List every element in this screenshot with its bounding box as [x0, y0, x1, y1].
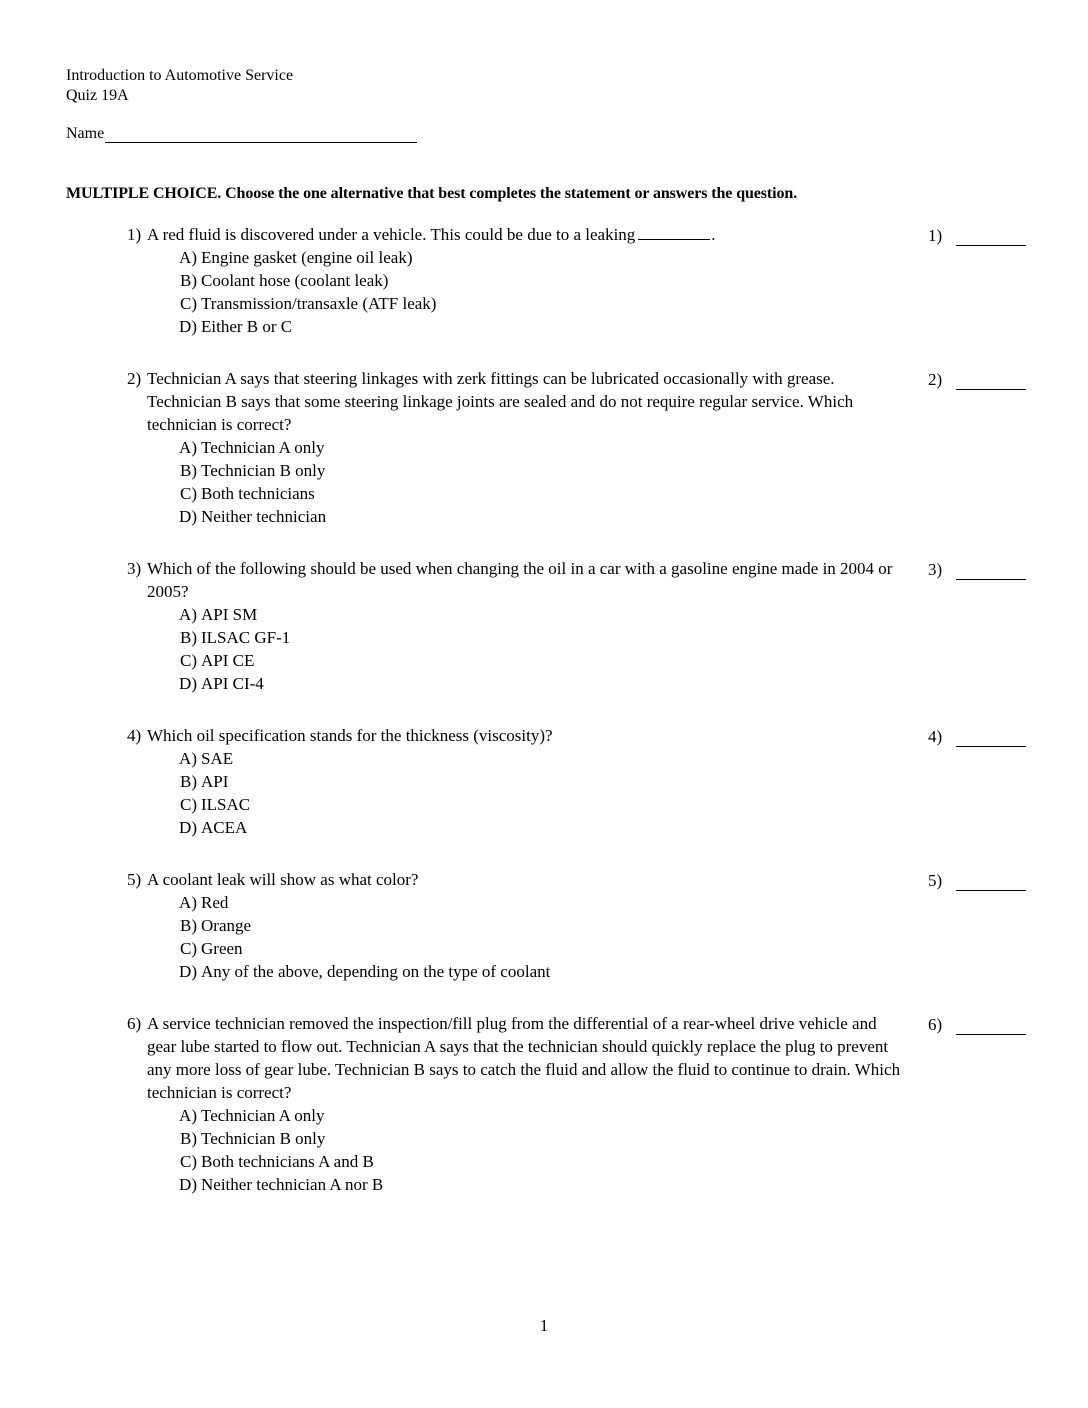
question-5 [127, 868, 907, 983]
option-c[interactable] [173, 937, 907, 960]
option-text: Engine gasket (engine oil leak) [201, 248, 413, 267]
question-number: 6) [127, 1014, 142, 1033]
option-c[interactable] [173, 292, 907, 315]
option-text: ACEA [201, 818, 248, 837]
option-c[interactable] [173, 793, 907, 816]
option-text: SAE [201, 749, 234, 768]
option-letter: B) [180, 772, 197, 791]
question-number: 3) [127, 559, 142, 578]
quiz-header [66, 66, 293, 106]
option-b[interactable] [173, 1127, 907, 1150]
question-number: 2) [127, 369, 142, 388]
option-text: Technician A only [201, 1106, 325, 1125]
question-6 [127, 1012, 907, 1196]
options-list [173, 747, 907, 839]
option-text: ILSAC GF-1 [201, 628, 291, 647]
answer-number: 4) [928, 727, 943, 746]
question-text: Which oil specification stands for the thickness (viscosity)? [147, 726, 553, 745]
answer-blank[interactable] [956, 876, 1026, 891]
option-d[interactable] [173, 315, 907, 338]
question-3 [127, 557, 907, 695]
option-a[interactable] [173, 246, 907, 269]
option-letter: B) [180, 1129, 197, 1148]
answer-number: 5) [928, 871, 943, 890]
answer-slot-3 [928, 560, 1026, 580]
name-field[interactable] [105, 124, 417, 143]
quiz-title: Quiz 19A [66, 87, 129, 104]
question-stem [127, 367, 907, 436]
answer-blank[interactable] [956, 375, 1026, 390]
option-text: ILSAC [201, 795, 251, 814]
question-2 [127, 367, 907, 528]
option-d[interactable] [173, 672, 907, 695]
option-a[interactable] [173, 603, 907, 626]
option-b[interactable] [173, 914, 907, 937]
option-text: API SM [201, 605, 258, 624]
option-letter: B) [180, 916, 197, 935]
option-d[interactable] [173, 960, 907, 983]
answer-slot-1 [928, 226, 1026, 246]
answer-blank[interactable] [956, 565, 1026, 580]
option-d[interactable] [173, 505, 907, 528]
option-a[interactable] [173, 747, 907, 770]
course-title: Introduction to Automotive Service [66, 67, 294, 84]
name-row [66, 124, 417, 143]
option-a[interactable] [173, 436, 907, 459]
answer-blank[interactable] [956, 732, 1026, 747]
option-text: Technician B only [201, 1129, 326, 1148]
option-text: Both technicians [201, 484, 315, 503]
name-label: Name [66, 125, 105, 142]
option-letter: C) [180, 939, 197, 958]
option-letter: A) [179, 605, 197, 624]
option-c[interactable] [173, 1150, 907, 1173]
option-b[interactable] [173, 269, 907, 292]
answer-number: 1) [928, 226, 943, 245]
option-text: Neither technician A nor B [201, 1175, 384, 1194]
option-text: API CI-4 [201, 674, 264, 693]
options-list [173, 436, 907, 528]
option-b[interactable] [173, 626, 907, 649]
option-b[interactable] [173, 459, 907, 482]
option-letter: B) [180, 628, 197, 647]
options-list [173, 246, 907, 338]
option-d[interactable] [173, 816, 907, 839]
option-letter: A) [179, 893, 197, 912]
question-text [147, 223, 907, 246]
option-text: API CE [201, 651, 255, 670]
question-stem [127, 223, 907, 246]
option-b[interactable] [173, 770, 907, 793]
question-stem [127, 724, 907, 747]
option-text: Transmission/transaxle (ATF leak) [201, 294, 437, 313]
option-letter: D) [179, 1175, 197, 1194]
option-text: Technician A only [201, 438, 325, 457]
options-list [173, 891, 907, 983]
section-instructions: MULTIPLE CHOICE. Choose the one alternative that best completes the statement or answers the question. [66, 185, 798, 202]
option-letter: C) [180, 651, 197, 670]
answer-blank[interactable] [956, 231, 1026, 246]
option-text: Both technicians A and B [201, 1152, 374, 1171]
option-letter: D) [179, 674, 197, 693]
option-d[interactable] [173, 1173, 907, 1196]
option-letter: D) [179, 317, 197, 336]
option-letter: C) [180, 1152, 197, 1171]
question-text: A coolant leak will show as what color? [147, 870, 419, 889]
option-letter: D) [179, 962, 197, 981]
option-c[interactable] [173, 649, 907, 672]
option-text: Coolant hose (coolant leak) [201, 271, 389, 290]
option-text: Neither technician [201, 507, 327, 526]
question-text: Technician A says that steering linkages with zerk fittings can be lubricated occasionally with grease. Technician B says that some steering linkage joints are sealed and do not require regular service. Which technician is correct? [147, 369, 854, 434]
option-a[interactable] [173, 891, 907, 914]
option-text: API [201, 772, 229, 791]
answer-number: 6) [928, 1015, 943, 1034]
option-letter: A) [179, 438, 197, 457]
option-text: Either B or C [201, 317, 293, 336]
question-1 [127, 223, 907, 338]
option-text: Green [201, 939, 243, 958]
option-letter: B) [180, 271, 197, 290]
option-letter: D) [179, 818, 197, 837]
option-letter: A) [179, 749, 197, 768]
question-number: 4) [127, 726, 142, 745]
option-letter: C) [180, 795, 197, 814]
answer-slot-2 [928, 370, 1026, 390]
option-letter: A) [179, 1106, 197, 1125]
question-text-part: A red fluid is discovered under a vehicle. This could be due to a leaking [147, 225, 636, 244]
question-text: A service technician removed the inspection/fill plug from the differential of a rear-wheel drive vehicle and gear lube started to flow out. Technician A says that the technician should quickly replace the plug to prevent any more loss of gear lube. Technician B says to catch the fluid and allow the fluid to continue to drain. Which technician is correct? [147, 1014, 901, 1102]
answer-blank[interactable] [956, 1020, 1026, 1035]
option-letter: A) [179, 248, 197, 267]
page-number: 1 [539, 1316, 549, 1335]
options-list [173, 603, 907, 695]
option-c[interactable] [173, 482, 907, 505]
option-text: Red [201, 893, 229, 912]
question-number: 1) [127, 225, 142, 244]
option-a[interactable] [173, 1104, 907, 1127]
option-letter: C) [180, 484, 197, 503]
question-number: 5) [127, 870, 142, 889]
question-stem [127, 868, 907, 891]
fill-in-blank [638, 223, 710, 240]
question-stem [127, 1012, 907, 1104]
question-text: Which of the following should be used when changing the oil in a car with a gasoline engine made in 2004 or 2005? [147, 559, 893, 601]
options-list [173, 1104, 907, 1196]
question-4 [127, 724, 907, 839]
option-text: Technician B only [201, 461, 326, 480]
question-stem [127, 557, 907, 603]
answer-slot-5 [928, 871, 1026, 891]
option-letter: B) [180, 461, 197, 480]
option-text: Any of the above, depending on the type of coolant [201, 962, 551, 981]
option-letter: C) [180, 294, 197, 313]
question-text-part: . [711, 225, 716, 244]
answer-slot-4 [928, 727, 1026, 747]
option-text: Orange [201, 916, 252, 935]
answer-number: 2) [928, 370, 943, 389]
answer-number: 3) [928, 560, 943, 579]
option-letter: D) [179, 507, 197, 526]
answer-slot-6 [928, 1015, 1026, 1035]
